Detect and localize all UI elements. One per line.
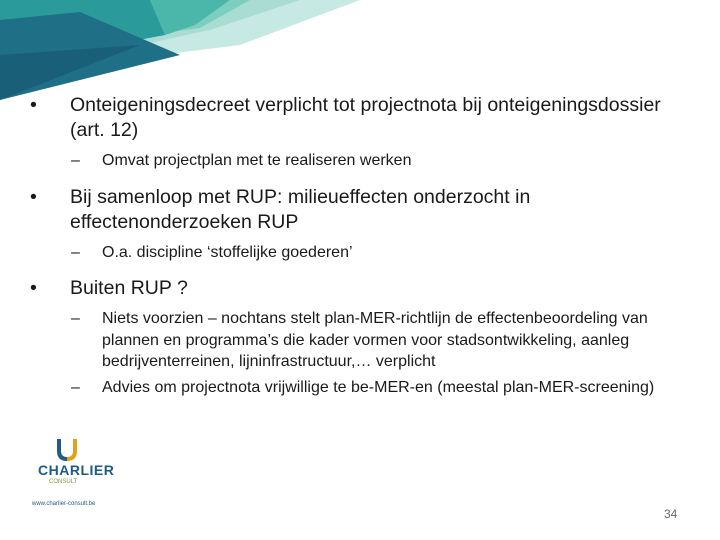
bullet-1-sub-1 — [30, 150, 690, 172]
dash-marker: – — [71, 152, 80, 169]
bullet-marker: • — [30, 185, 37, 208]
bullet-1 — [30, 93, 690, 143]
bullet-3-sub-1 — [30, 308, 690, 373]
bullet-3-text: Buiten RUP ? — [70, 277, 188, 299]
bullet-3-sub-1-text: Niets voorzien – nochtans stelt plan-MER-richtlijn de effectenbeoordeling van plannen en programma’s die kader vormen voor stadsontwikkeling, aanleg bedrijventerreinen, lijninfrastructuur,… verplicht — [102, 310, 648, 370]
bullet-1-sub-1-text: Omvat projectplan met te realiseren werken — [102, 152, 412, 169]
bullet-2-sub-1-text: O.a. discipline ‘stoffelijke goederen’ — [102, 243, 353, 261]
bullet-2 — [30, 185, 690, 235]
logo-subtitle: CONSULT — [49, 479, 78, 485]
bullet-3-sub-2 — [30, 377, 690, 399]
page-number: 34 — [664, 507, 678, 521]
slide-content — [30, 93, 690, 411]
bullet-marker: • — [30, 277, 37, 299]
dash-marker: – — [71, 243, 80, 261]
bullet-2-sub-1 — [30, 242, 690, 264]
bullet-2-text: Bij samenloop met RUP: milieueffecten onderzocht in effectenonderzoeken RUP — [70, 185, 531, 233]
bullet-3 — [30, 276, 690, 301]
dash-marker: – — [71, 310, 80, 327]
logo-name: CHARLIER — [38, 462, 115, 478]
bullet-1-text: Onteigeningsdecreet verplicht tot projectnota bij onteigeningsdossier (art. 12) — [70, 94, 661, 141]
bullet-marker: • — [30, 94, 37, 116]
dash-marker: – — [71, 378, 80, 396]
website-link[interactable]: www.charlier-consult.be — [32, 501, 96, 507]
bullet-3-sub-2-text: Advies om projectnota vrijwillige te be-MER-en (meestal plan-MER-screening) — [102, 378, 655, 396]
